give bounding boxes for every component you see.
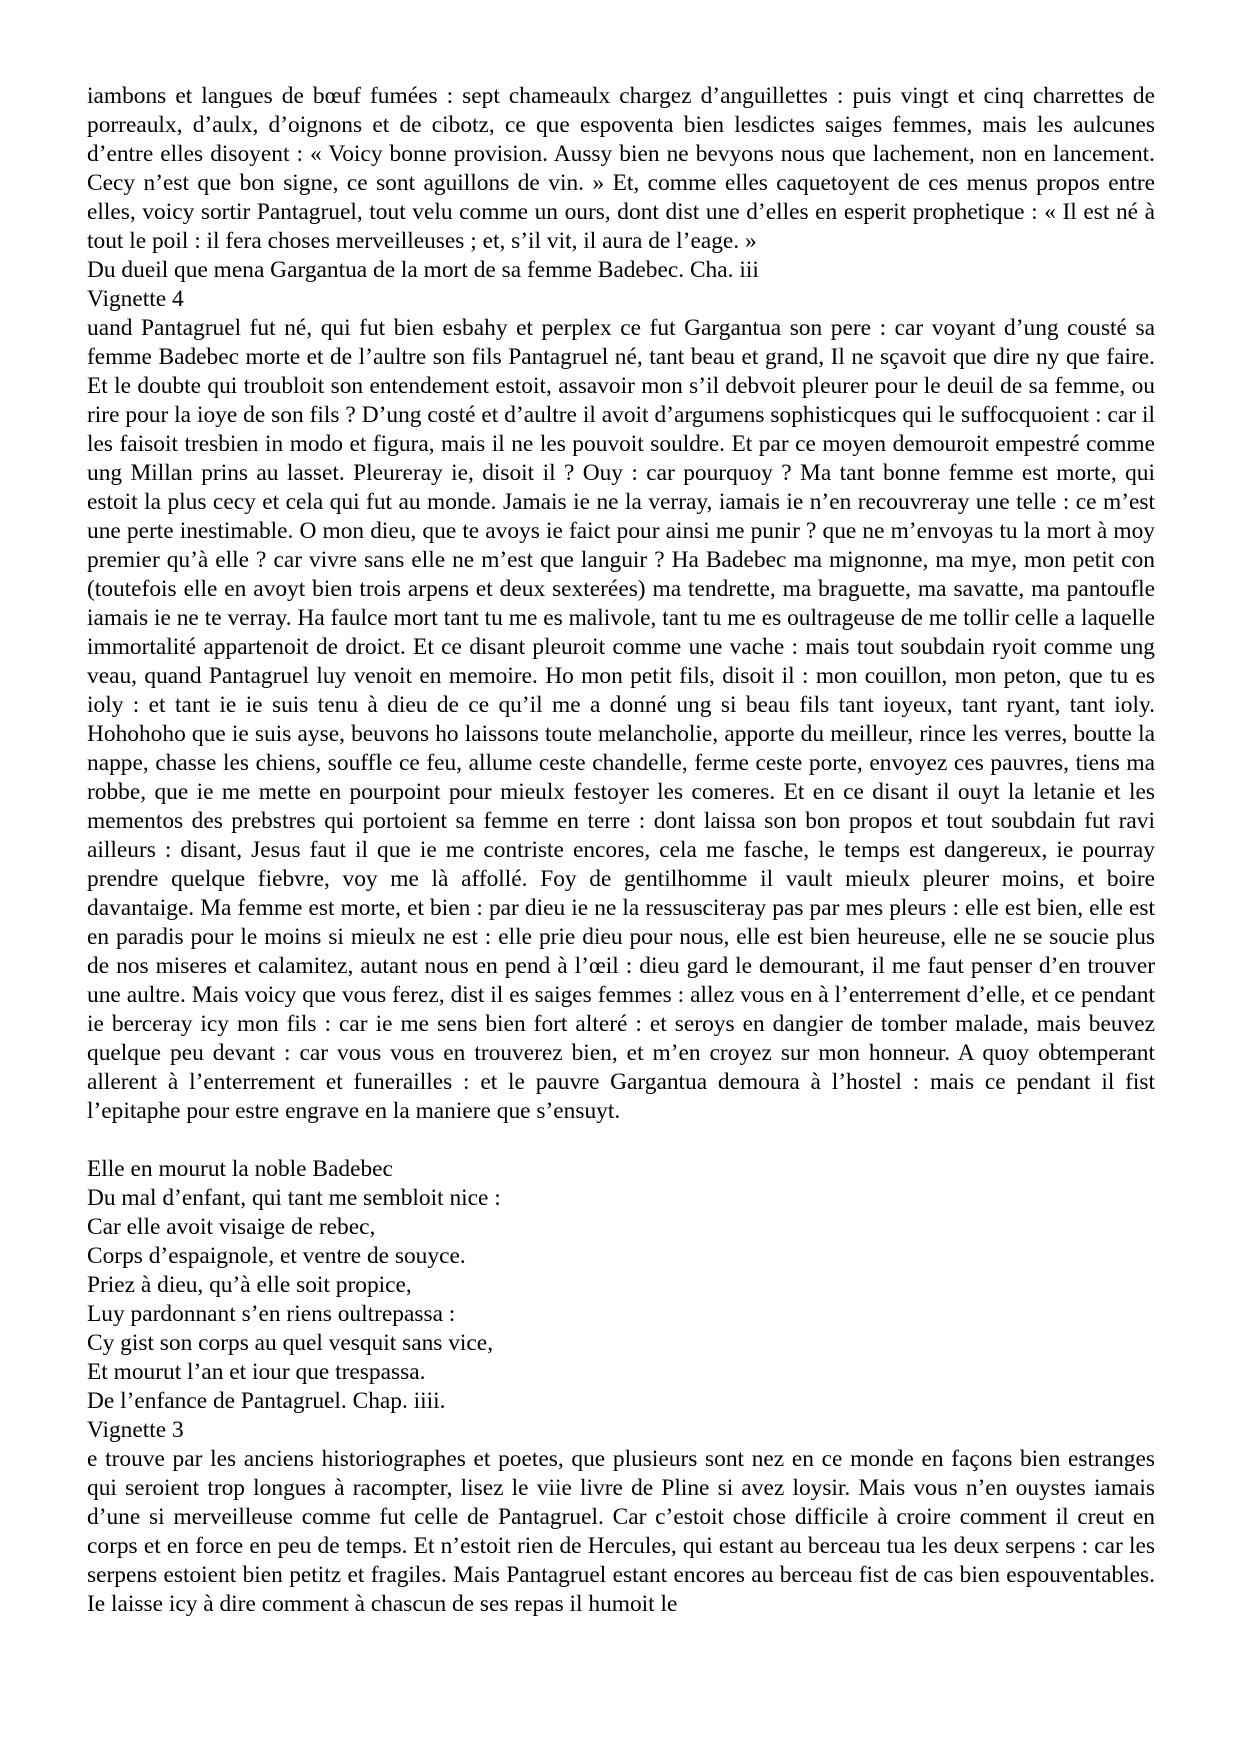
- blank-line-spacer: [87, 1126, 1155, 1155]
- chapter-4-paragraph: e trouve par les anciens historiographes et poetes, que plusieurs sont nez en ce monde en façons bien estranges qui seroient trop longues à racompter, lisez le viie livre de Pline si avez loysir. Mais vous n’en ouystes iamais d’une si merveilleuse comme fut celle de Pantagruel. Car c’estoit chose difficile à croire comment il creut en corps et en force en peu de temps. Et n’estoit rien de Hercules, qui estant au berceau tua les deux serpens : car les serpens estoient bien petitz et fragiles. Mais Pantagruel estant encores au berceau fist de cas bien espouventables. Ie laisse icy à dire comment à chascun de ses repas il humoit le: [87, 1446, 1155, 1617]
- epitaph-poem: [87, 1155, 1155, 1387]
- document-page: [87, 82, 1155, 1619]
- chapter-3-vignette-label: Vignette 4: [87, 286, 184, 312]
- epitaph-line: Car elle avoit visaige de rebec,: [87, 1214, 376, 1240]
- epitaph-line: Corps d’espaignole, et ventre de souyce.: [87, 1243, 466, 1269]
- epitaph-line: Priez à dieu, qu’à elle soit propice,: [87, 1272, 412, 1298]
- epitaph-line: Elle en mourut la noble Badebec: [87, 1156, 393, 1182]
- chapter-4-vignette-label: Vignette 3: [87, 1417, 184, 1443]
- intro-paragraph: iambons et langues de bœuf fumées : sept chameaulx chargez d’anguillettes : puis vingt et cinq charrettes de porreaulx, d’aulx, d’oignons et de cibotz, ce que espoventa bien lesdictes saiges femmes, mais les aulcunes d’entre elles disoyent : « Voicy bonne provision. Aussy bien ne bevyons nous que lachement, non en lancement. Cecy n’est que bon signe, ce sont aguillons de vin. » Et, comme elles caquetoyent de ces menus propos entre elles, voicy sortir Pantagruel, tout velu comme un ours, dont dist une d’elles en esperit prophetique : « Il est né à tout le poil : il fera choses merveilleuses ; et, s’il vit, il aura de l’eage. »: [87, 83, 1155, 254]
- epitaph-line: Et mourut l’an et iour que trespassa.: [87, 1359, 426, 1385]
- chapter-3-title: Du dueil que mena Gargantua de la mort de sa femme Badebec. Cha. iii: [87, 257, 759, 283]
- chapter-3-paragraph: uand Pantagruel fut né, qui fut bien esbahy et perplex ce fut Gargantua son pere : car voyant d’ung cousté sa femme Badebec morte et de l’aultre son fils Pantagruel né, tant beau et grand, Il ne sçavoit que dire ny que faire. Et le doubte qui troubloit son entendement estoit, assavoir mon s’il debvoit pleurer pour le deuil de sa femme, ou rire pour la ioye de son fils ? D’ung costé et d’aultre il avoit d’argumens sophisticques qui le suffocquoient : car il les faisoit tresbien in modo et figura, mais il ne les pouvoit souldre. Et par ce moyen demouroit empestré comme ung Millan prins au lasset. Pleureray ie, disoit il ? Ouy : car pourquoy ? Ma tant bonne femme est morte, qui estoit la plus cecy et cela qui fut au monde. Jamais ie ne la verray, iamais ie n’en recouvreray une telle : ce m’est une perte inestimable. O mon dieu, que te avoys ie faict pour ainsi me punir ? que ne m’envoyas tu la mort à moy premier qu’à elle ? car vivre sans elle ne m’est que languir ? Ha Badebec ma mignonne, ma mye, mon petit con (toutefois elle en avoyt bien trois arpens et deux sexterées) ma tendrette, ma braguette, ma savatte, ma pantoufle iamais ie ne te verray. Ha faulce mort tant tu me es malivole, tant tu me es oultrageuse de me tollir celle a laquelle immortalité appartenoit de droict. Et ce disant pleuroit comme une vache : mais tout soubdain ryoit comme ung veau, quand Pantagruel luy venoit en memoire. Ho mon petit fils, disoit il : mon couillon, mon peton, que tu es ioly : et tant ie ie suis tenu à dieu de ce qu’il me a donné ung si beau fils tant ioyeux, tant ryant, tant ioly. Hohohoho que ie suis ayse, beuvons ho laissons toute melancholie, apporte du meilleur, rince les verres, boutte la nappe, chasse les chiens, souffle ce feu, allume ceste chandelle, ferme ceste porte, envoyez ces pauvres, tiens ma robbe, que ie me mette en pourpoint pour mieulx festoyer les comeres. Et en ce disant il ouyt la letanie et les mementos des prebstres qui portoient sa femme en terre : dont laissa son bon propos et tout soubdain fut ravi ailleurs : disant, Jesus faut il que ie me contriste encores, cela me fasche, le temps est dangereux, ie pourray prendre quelque fiebvre, voy me là affollé. Foy de gentilhomme il vault mieulx pleurer moins, et boire davantaige. Ma femme est morte, et bien : par dieu ie ne la ressusciteray pas par mes pleurs : elle est bien, elle est en paradis pour le moins si mieulx ne est : elle prie dieu pour nous, elle est bien heureuse, elle ne se soucie plus de nos miseres et calamitez, autant nous en pend à l’œil : dieu gard le demourant, il me faut penser d’en trouver une aultre. Mais voicy que vous ferez, dist il es saiges femmes : allez vous en à l’enterrement d’elle, et ce pendant ie berceray icy mon fils : car ie me sens bien fort alteré : et seroys en dangier de tomber malade, mais beuvez quelque peu devant : car vous vous en trouverez bien, et m’en croyez sur mon honneur. A quoy obtemperant allerent à l’enterrement et funerailles : et le pauvre Gargantua demoura à l’hostel : mais ce pendant il fist l’epitaphe pour estre engrave en la maniere que s’ensuyt.: [87, 315, 1155, 1124]
- epitaph-line: Luy pardonnant s’en riens oultrepassa :: [87, 1301, 456, 1327]
- epitaph-line: Cy gist son corps au quel vesquit sans vice,: [87, 1330, 494, 1356]
- epitaph-line: Du mal d’enfant, qui tant me sembloit nice :: [87, 1185, 501, 1211]
- chapter-4-title: De l’enfance de Pantagruel. Chap. iiii.: [87, 1388, 446, 1414]
